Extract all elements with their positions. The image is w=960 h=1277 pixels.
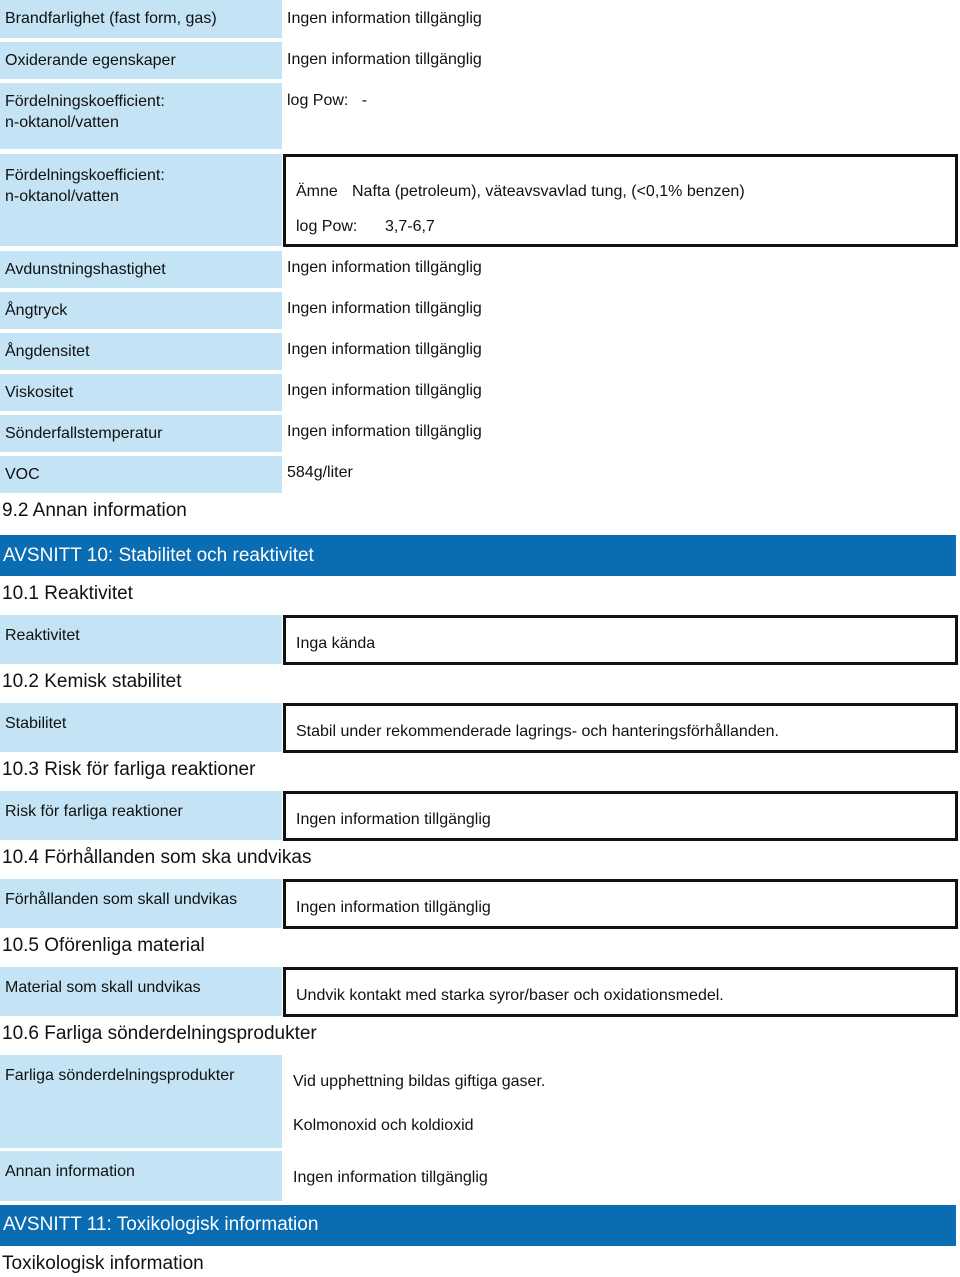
property-value: Undvik kontakt med starka syror/baser och oxidationsmedel. [296,987,724,1004]
property-label: Viskositet [0,374,282,411]
property-label: Oxiderande egenskaper [0,42,282,79]
property-label: Fördelningskoefficient: n-oktanol/vatten [0,83,282,149]
property-value: Vid upphettning bildas giftiga gaser. [293,1073,546,1090]
property-label: Ångdensitet [0,333,282,370]
property-value: log Pow: - [287,92,368,109]
property-value: Ingen information tillgänglig [287,423,482,440]
property-label: Fördelningskoefficient: n-oktanol/vatten [0,154,282,246]
property-value: Kolmonoxid och koldioxid [293,1117,474,1134]
value-box [283,967,958,1017]
property-label: Farliga sönderdelningsprodukter [0,1055,282,1148]
property-value: Ingen information tillgänglig [287,51,482,68]
property-value: 584g/liter [287,464,353,481]
value-box [283,791,958,841]
logpow-key: log Pow: [296,218,358,235]
subsection-heading: 10.5 Oförenliga material [2,935,205,956]
property-label: Risk för farliga reaktioner [0,791,282,840]
property-label: Annan information [0,1151,282,1201]
property-value: Ingen information tillgänglig [296,811,491,828]
subsection-heading: 10.1 Reaktivitet [2,583,133,604]
property-label: Material som skall undvikas [0,967,282,1016]
property-value: Ingen information tillgänglig [287,259,482,276]
value-box [283,879,958,929]
subsection-heading: 10.4 Förhållanden som ska undvikas [2,847,312,868]
property-label: Avdunstningshastighet [0,251,282,288]
subsection-heading: Toxikologisk information [2,1253,204,1274]
property-value: Ingen information tillgänglig [287,300,482,317]
property-value: Ingen information tillgänglig [287,10,482,27]
subsection-heading: 9.2 Annan information [2,500,187,521]
property-value: Ingen information tillgänglig [287,341,482,358]
subsection-heading: 10.3 Risk för farliga reaktioner [2,759,256,780]
property-label: Ångtryck [0,292,282,329]
property-value: Inga kända [296,635,376,652]
partition-box [283,154,958,247]
property-label: Brandfarlighet (fast form, gas) [0,0,282,38]
property-label: VOC [0,456,282,493]
property-value: Ingen information tillgänglig [287,382,482,399]
substance-key: Ämne [296,183,338,200]
property-label: Förhållanden som skall undvikas [0,879,282,928]
property-label: Sönderfallstemperatur [0,415,282,452]
value-box [283,703,958,753]
subsection-heading: 10.2 Kemisk stabilitet [2,671,182,692]
logpow-value: 3,7-6,7 [385,218,435,235]
property-value: Ingen information tillgänglig [296,899,491,916]
substance-value: Nafta (petroleum), väteavsvavlad tung, (<0,1% benzen) [352,183,745,200]
section-header: AVSNITT 10: Stabilitet och reaktivitet [0,535,956,576]
property-value: Stabil under rekommenderade lagrings- och hanteringsförhållanden. [296,723,779,740]
property-value: Ingen information tillgänglig [293,1169,488,1186]
subsection-heading: 10.6 Farliga sönderdelningsprodukter [2,1023,317,1044]
property-label: Stabilitet [0,703,282,752]
section-header: AVSNITT 11: Toxikologisk information [0,1205,956,1246]
property-label: Reaktivitet [0,615,282,664]
value-box [283,615,958,665]
